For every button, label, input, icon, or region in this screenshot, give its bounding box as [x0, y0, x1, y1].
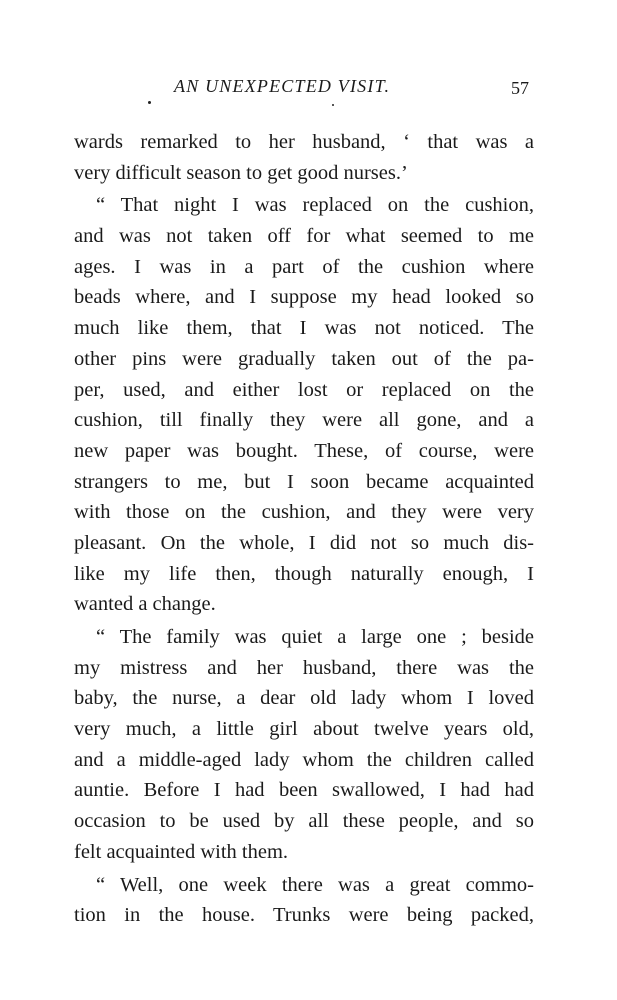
- text-line: pleasant. On the whole, I did not so much dis-: [74, 531, 534, 554]
- body-text: [74, 127, 534, 931]
- text-line: beads where, and I suppose my head looked so: [74, 286, 534, 309]
- text-line: tion in the house. Trunks were being packed,: [74, 904, 534, 927]
- text-line: my mistress and her husband, there was the: [74, 656, 534, 679]
- text-line: per, used, and either lost or replaced on the: [74, 378, 534, 401]
- text-line: “ That night I was replaced on the cushion,: [96, 194, 534, 217]
- text-line: auntie. Before I had been swallowed, I had had: [74, 779, 534, 802]
- text-line: occasion to be used by all these people, and so: [74, 810, 534, 833]
- running-head: [0, 76, 617, 106]
- text-line: “ The family was quiet a large one ; beside: [96, 626, 534, 648]
- text-line: “ Well, one week there was a great commo-: [96, 873, 534, 896]
- text-line: very much, a little girl about twelve years old,: [74, 718, 534, 741]
- text-line: new paper was bought. These, of course, were: [74, 439, 534, 462]
- ink-speck: [148, 101, 151, 104]
- text-line: and was not taken off for what seemed to me: [74, 225, 534, 248]
- text-line: cushion, till finally they were all gone, and a: [74, 409, 534, 432]
- text-line: felt acquainted with them.: [74, 840, 289, 863]
- text-line: very difficult season to get good nurses.’: [74, 161, 408, 184]
- text-line: much like them, that I was not noticed. The: [74, 317, 534, 340]
- page-number: 57: [511, 78, 529, 98]
- text-line: with those on the cushion, and they were very: [74, 501, 534, 524]
- text-line: ages. I was in a part of the cushion where: [74, 255, 534, 278]
- ink-speck: [332, 104, 334, 106]
- text-line: like my life then, though naturally enough, I: [74, 562, 534, 585]
- text-line: wanted a change.: [74, 593, 216, 616]
- text-line: other pins were gradually taken out of the pa-: [74, 347, 534, 370]
- text-line: baby, the nurse, a dear old lady whom I loved: [74, 687, 534, 710]
- text-line: strangers to me, but I soon became acquainted: [74, 470, 534, 493]
- text-line: wards remarked to her husband, ‘ that was a: [74, 131, 534, 153]
- text-line: and a middle-aged lady whom the children called: [74, 748, 534, 771]
- running-title: AN UNEXPECTED VISIT.: [174, 76, 391, 96]
